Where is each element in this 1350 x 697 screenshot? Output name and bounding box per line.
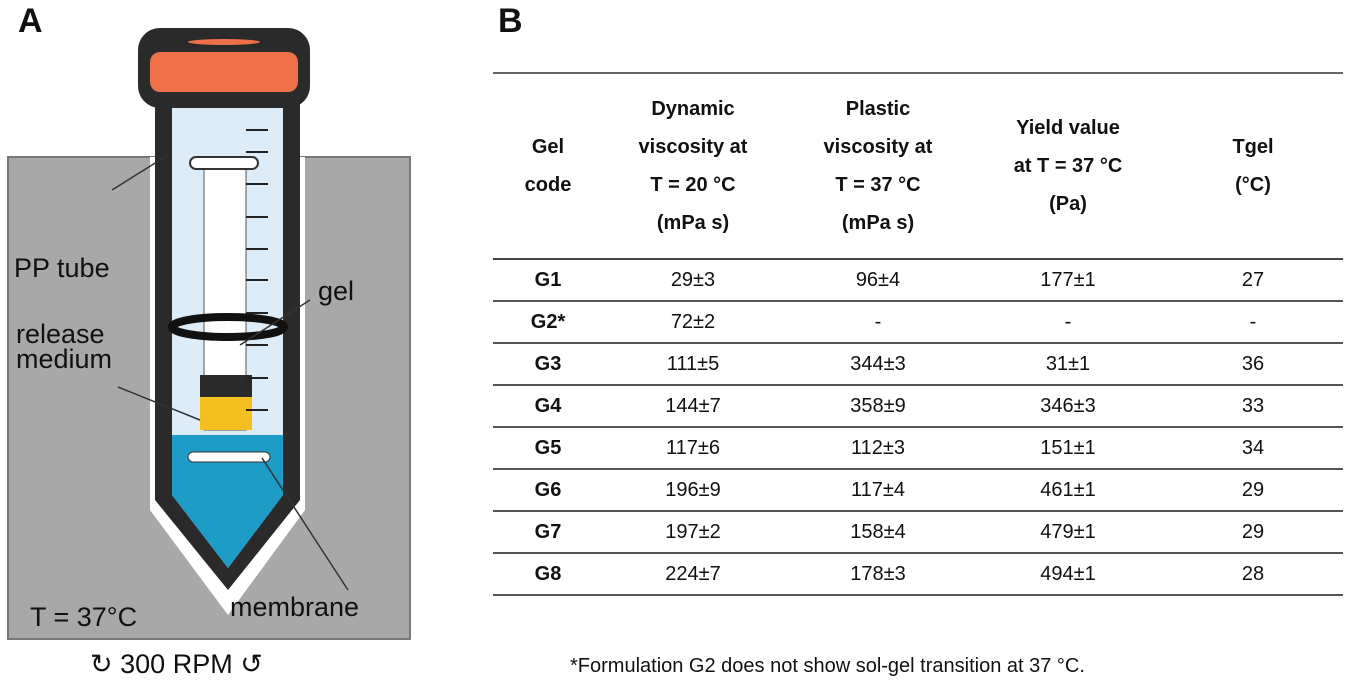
table-footnote: *Formulation G2 does not show sol-gel transition at 37 °C. [570, 655, 1085, 677]
table-row [493, 301, 1343, 343]
table-row [493, 343, 1343, 385]
label-release-medium-2: medium [16, 344, 113, 374]
gel-code-cell: G8 [493, 553, 603, 595]
gel-properties-table [493, 72, 1343, 596]
table-cell: 72±2 [603, 301, 783, 343]
table-row [493, 385, 1343, 427]
table-cell: 29 [1163, 469, 1343, 511]
label-release-medium-1: release [16, 319, 105, 349]
gel-code-cell: G1 [493, 259, 603, 301]
table-header-row [493, 73, 1343, 259]
table-cell: 151±1 [973, 427, 1163, 469]
label-temperature: T = 37°C [30, 602, 138, 632]
table-cell: 36 [1163, 343, 1343, 385]
column-header-line: at T = 37 °C [1013, 155, 1123, 177]
table-cell: 33 [1163, 385, 1343, 427]
table-row [493, 427, 1343, 469]
table-cell: 178±3 [783, 553, 973, 595]
column-header-line: (°C) [1235, 174, 1271, 196]
column-header [783, 73, 973, 259]
column-header [1163, 73, 1343, 259]
table-row [493, 511, 1343, 553]
table-cell: 224±7 [603, 553, 783, 595]
table-cell: 34 [1163, 427, 1343, 469]
column-header-line: viscosity at [638, 136, 748, 158]
gel-code-cell: G6 [493, 469, 603, 511]
rotate-cw-icon: ↻ [90, 649, 113, 679]
table-cell: 344±3 [783, 343, 973, 385]
table-cell: 96±4 [783, 259, 973, 301]
column-header-line: T = 20 °C [650, 174, 736, 196]
table-cell: - [783, 301, 973, 343]
label-pp-tube: PP tube [14, 253, 110, 283]
panel-b-label: B [498, 2, 523, 40]
rpm-readout: ↻ 300 RPM ↺ [90, 649, 263, 679]
cap-top [150, 52, 298, 92]
column-header-line: Tgel [1232, 136, 1274, 158]
table-row [493, 553, 1343, 595]
table-cell: - [1163, 301, 1343, 343]
column-header-line: code [524, 174, 572, 196]
label-gel: gel [318, 276, 355, 306]
column-header [603, 73, 783, 259]
table-cell: 111±5 [603, 343, 783, 385]
table-row [493, 259, 1343, 301]
column-header-line: Dynamic [651, 98, 735, 120]
syringe-flange [190, 157, 258, 169]
table-cell: 29±3 [603, 259, 783, 301]
table-cell: 479±1 [973, 511, 1163, 553]
table-cell: 112±3 [783, 427, 973, 469]
table-cell: 494±1 [973, 553, 1163, 595]
table-cell: 196±9 [603, 469, 783, 511]
table-cell: 346±3 [973, 385, 1163, 427]
column-header [493, 73, 603, 259]
table-cell: 27 [1163, 259, 1343, 301]
table-cell: 158±4 [783, 511, 973, 553]
label-membrane: membrane [230, 592, 360, 622]
table-cell: 29 [1163, 511, 1343, 553]
column-header-line: (Pa) [1049, 193, 1087, 215]
rotate-ccw-icon: ↺ [240, 649, 263, 679]
table-cell: 117±4 [783, 469, 973, 511]
column-header-line: Yield value [1016, 117, 1120, 139]
gel-code-cell: G2* [493, 301, 603, 343]
table-cell: - [973, 301, 1163, 343]
table-cell: 461±1 [973, 469, 1163, 511]
gel-code-cell: G5 [493, 427, 603, 469]
table-cell: 177±1 [973, 259, 1163, 301]
column-header-line: Plastic [845, 98, 911, 120]
gel-sample [200, 395, 252, 430]
column-header-line: (mPa s) [841, 212, 915, 234]
panel-a-label: A [18, 2, 43, 40]
column-header-line: T = 37 °C [835, 174, 921, 196]
table-cell: 358±9 [783, 385, 973, 427]
table-row [493, 469, 1343, 511]
column-header [973, 73, 1163, 259]
table-cell: 31±1 [973, 343, 1163, 385]
gel-code-cell: G3 [493, 343, 603, 385]
gel-code-cell: G7 [493, 511, 603, 553]
column-header-line: viscosity at [823, 136, 933, 158]
table-cell: 28 [1163, 553, 1343, 595]
table-cell: 197±2 [603, 511, 783, 553]
table-cell: 144±7 [603, 385, 783, 427]
column-header-line: (mPa s) [656, 212, 730, 234]
membrane-disk [188, 452, 270, 462]
table-cell: 117±6 [603, 427, 783, 469]
syringe-plunger [200, 375, 252, 397]
gel-code-cell: G4 [493, 385, 603, 427]
column-header-line: Gel [531, 136, 565, 158]
